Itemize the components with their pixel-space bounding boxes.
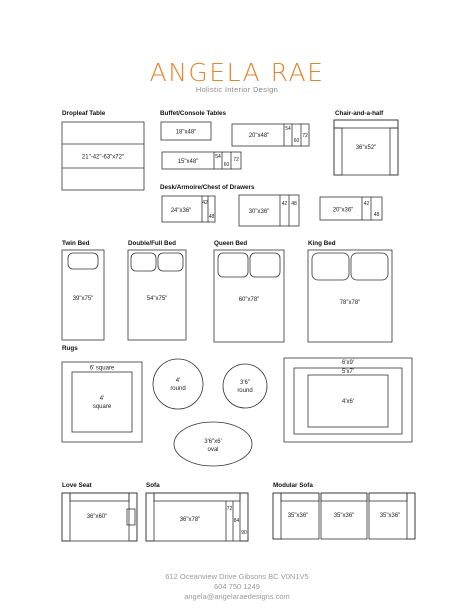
- buffet-title: Buffet/Console Tables: [160, 110, 227, 117]
- double-bed-title: Double/Full Bed: [128, 240, 176, 247]
- buffet-3-length-72: 72: [233, 157, 239, 163]
- chair-size-label: 36"x52": [355, 145, 377, 151]
- rug-round-4: [153, 359, 203, 409]
- modular-title: Modular Sofa: [273, 482, 313, 489]
- chair-back: [334, 120, 398, 128]
- sofa-size: 36"x78": [179, 517, 201, 523]
- queen-bed-size: 60"x78": [238, 297, 260, 303]
- sofa-length-84: 84: [233, 518, 240, 524]
- desk-size-2: 30"x36": [248, 209, 270, 215]
- buffet-size-3: 15"x48": [177, 159, 199, 165]
- desk-3-mark-48: 48: [373, 212, 380, 218]
- king-bed-shape: [308, 250, 392, 342]
- loveseat-size: 36"x60": [86, 514, 108, 520]
- buffet-3-length-60: 60: [223, 162, 230, 168]
- twin-bed-pillow: [68, 253, 98, 269]
- rug-4-square-label-b: square: [92, 404, 112, 410]
- modular-size-2: 35"x36": [333, 513, 355, 519]
- modular-size-1: 35"x36": [287, 513, 309, 519]
- rug-round-36-label-b: round: [237, 388, 253, 394]
- king-bed-outline: [308, 250, 392, 342]
- buffet-size-1: 18"x48": [175, 129, 197, 136]
- brand-logo: ANGELA RAE: [149, 58, 325, 87]
- queen-bed-pillow-right: [250, 253, 280, 277]
- chair-title: Chair-and-a-half: [335, 110, 384, 117]
- twin-bed-size: 39"x75": [72, 296, 94, 302]
- modular-unit-2-back: [321, 493, 367, 501]
- modular-unit-3-arm: [407, 493, 415, 539]
- rug-oval-label-a: 3'6"x6': [204, 439, 222, 445]
- queen-bed-title: Queen Bed: [214, 240, 248, 247]
- double-bed-shape: [128, 250, 186, 340]
- modular-size-3: 35"x36": [379, 513, 401, 519]
- rug-6-square-label: 6' square: [89, 365, 115, 372]
- footer-email[interactable]: angela@angelaraedesigns.com: [184, 592, 290, 601]
- rug-round-4-label-a: 4': [175, 378, 181, 384]
- sofa-back: [154, 493, 240, 501]
- queen-bed-outline: [214, 250, 284, 342]
- double-bed-size: 54"x75": [146, 296, 168, 302]
- double-bed-outline: [128, 250, 186, 340]
- desk-2-mark-42: 42: [281, 201, 288, 207]
- buffet-3-length-54: 54: [215, 154, 221, 160]
- buffet-2-length-54: 54: [285, 126, 291, 132]
- sofa-title: Sofa: [146, 482, 160, 489]
- sofa-arm-left: [146, 493, 154, 541]
- rug-5x7-label: 5'x7': [342, 369, 354, 375]
- rug-round-4-label-b: round: [170, 386, 186, 392]
- king-bed-title: King Bed: [308, 240, 336, 247]
- rug-6-square-outer: [62, 362, 142, 442]
- king-bed-pillow-left: [312, 253, 349, 280]
- loveseat-arm-left: [62, 493, 70, 541]
- brand-tagline: Holistic Interior Design: [195, 85, 279, 94]
- twin-bed-title: Twin Bed: [62, 240, 90, 247]
- modular-unit-3-back: [369, 493, 407, 501]
- modular-unit-1-arm: [273, 493, 281, 539]
- rug-round-36-label-a: 3'6": [240, 380, 250, 386]
- desk-size-1: 24"x36": [170, 208, 192, 214]
- chair-arm-left: [334, 128, 342, 175]
- rugs-title: Rugs: [62, 345, 78, 352]
- buffet-size-2: 20"x48": [248, 133, 270, 139]
- queen-bed-shape: [214, 250, 284, 342]
- queen-bed-pillow-left: [218, 253, 248, 277]
- double-bed-pillow-left: [131, 253, 156, 271]
- desk-title: Desk/Armoire/Chest of Drawers: [160, 184, 255, 191]
- loveseat-back: [70, 493, 129, 501]
- king-bed-size: 78"x78": [339, 300, 361, 306]
- dropleaf-size-label: 21"-42"-63"x72": [81, 154, 125, 161]
- desk-1-mark-42: 42: [202, 200, 208, 206]
- twin-bed-shape: [62, 250, 104, 340]
- rug-square-6: [62, 362, 142, 442]
- desk-1-mark-48: 48: [208, 214, 215, 220]
- king-bed-pillow-right: [351, 253, 388, 280]
- rug-6x9-label: 6'x9': [342, 360, 354, 366]
- chair-arm-right: [390, 128, 398, 175]
- rug-4x6-label: 4'x6': [342, 399, 354, 405]
- footer-phone: 604 750 1249: [214, 582, 260, 591]
- buffet-2-length-60: 60: [293, 138, 300, 144]
- sofa-length-72: 72: [226, 506, 233, 512]
- rug-4-square-label-a: 4': [99, 396, 105, 402]
- rug-4-square-inner: [72, 372, 132, 432]
- footer-address: 612 Oceanview Drive Gibsons BC V0N1V5: [165, 572, 309, 581]
- rug-oval-label-b: oval: [207, 447, 219, 453]
- double-bed-pillow-right: [158, 253, 183, 271]
- desk-3-mark-42: 42: [363, 201, 370, 207]
- loveseat-arm-right: [129, 493, 137, 541]
- dropleaf-title: Dropleaf Table: [62, 110, 106, 117]
- loveseat-title: Love Seat: [62, 482, 92, 489]
- rug-round-36: [223, 364, 267, 408]
- loveseat-cushion-mark: [127, 509, 135, 525]
- modular-unit-1-back: [281, 493, 319, 501]
- desk-2-mark-48: 48: [291, 201, 297, 207]
- sofa-length-90: 90: [241, 530, 247, 536]
- desk-size-3: 20"x36": [332, 207, 354, 214]
- buffet-2-length-72: 72: [302, 133, 308, 139]
